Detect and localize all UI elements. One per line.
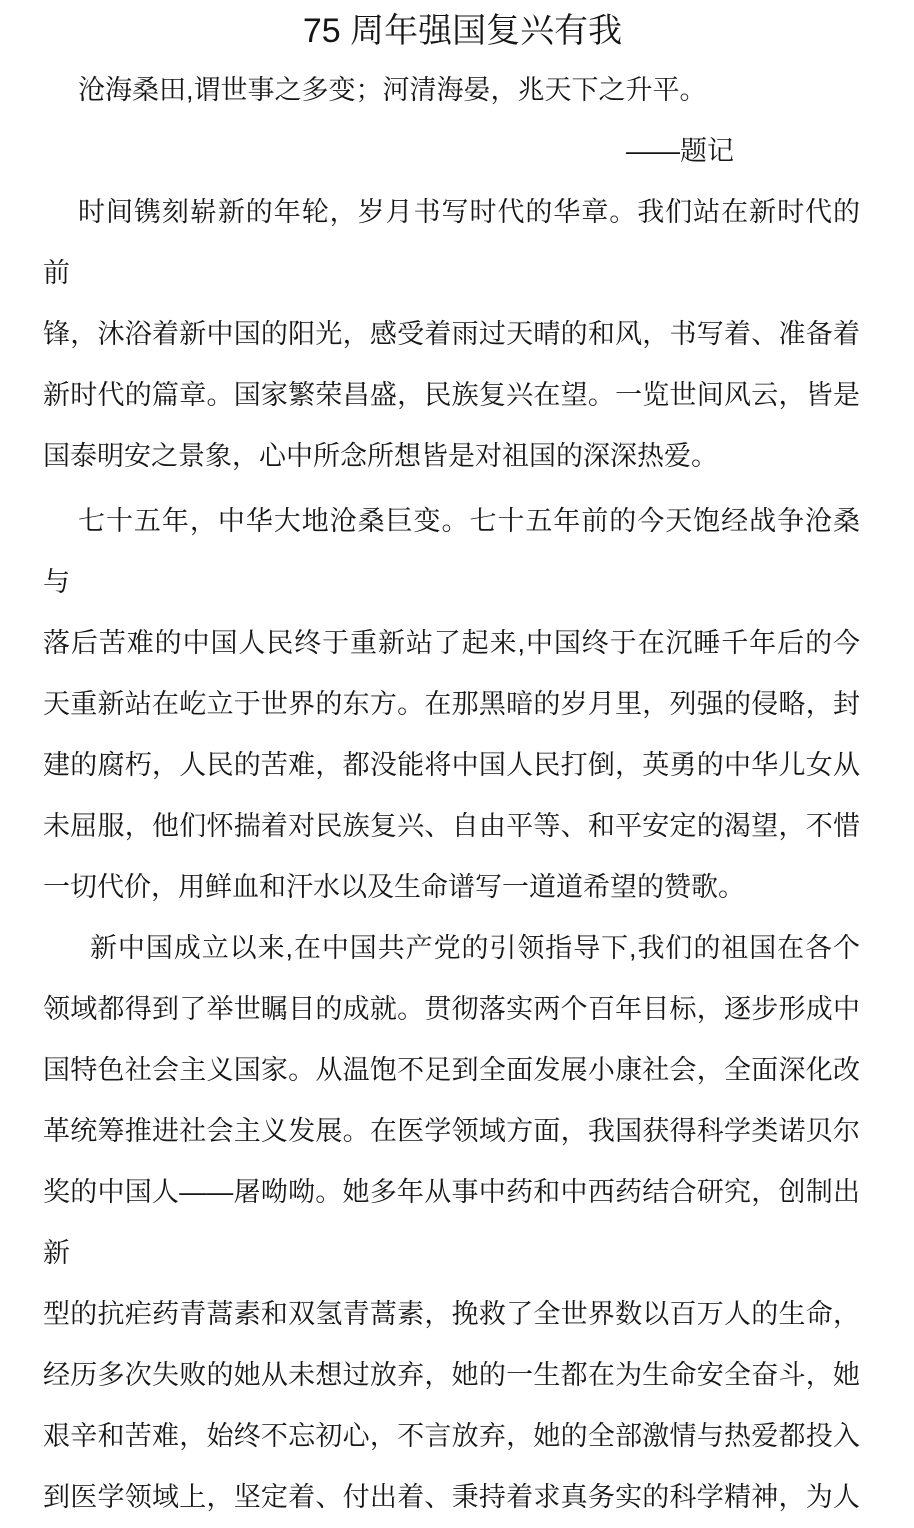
text-line: 未屈服，他们怀揣着对民族复兴、自由平等、和平安定的渴望，不惜 <box>43 811 860 841</box>
paragraph-3 <box>43 918 860 1528</box>
paragraph-2 <box>43 491 860 918</box>
text-line: 国泰明安之景象，心中所念所想皆是对祖国的深深热爱。 <box>43 441 718 471</box>
text-line: 艰辛和苦难，始终不忘初心，不言放弃，她的全部激情与热爱都投入 <box>43 1421 860 1451</box>
text-line: 型的抗疟药青蒿素和双氢青蒿素，挽救了全世界数以百万人的生命， <box>43 1299 860 1329</box>
text-line: 经历多次失败的她从未想过放弃，她的一生都在为生命安全奋斗，她 <box>43 1360 860 1390</box>
text-line: 落后苦难的中国人民终于重新站了起来,中国终于在沉睡千年后的今 <box>43 628 860 658</box>
text-line: 锋，沐浴着新中国的阳光，感受着雨过天晴的和风，书写着、准备着 <box>43 319 860 349</box>
text-line: 时间镌刻崭新的年轮，岁月书写时代的华章。我们站在新时代的前 <box>43 197 860 288</box>
text-line: 新时代的篇章。国家繁荣昌盛，民族复兴在望。一览世间风云，皆是 <box>43 380 860 410</box>
paragraph-1 <box>43 182 860 487</box>
text-line: 天重新站在屹立于世界的东方。在那黑暗的岁月里，列强的侵略，封 <box>43 689 860 719</box>
text-line: 建的腐朽，人民的苦难，都没能将中国人民打倒，英勇的中华儿女从 <box>43 750 860 780</box>
text-line: 国特色社会主义国家。从温饱不足到全面发展小康社会，全面深化改 <box>43 1055 860 1085</box>
text-line: 领域都得到了举世瞩目的成就。贯彻落实两个百年目标，逐步形成中 <box>43 994 860 1024</box>
text-line: 一切代价，用鲜血和汗水以及生命谱写一道道希望的赞歌。 <box>43 872 745 902</box>
text-line: 革统筹推进社会主义发展。在医学领域方面，我国获得科学类诺贝尔 <box>43 1116 860 1146</box>
text-line: 七十五年，中华大地沧桑巨变。七十五年前的今天饱经战争沧桑与 <box>43 506 860 597</box>
document-title: 75 周年强国复兴有我 <box>302 12 623 50</box>
text-line: 新中国成立以来,在中国共产党的引领指导下,我们的祖国在各个 <box>90 933 860 963</box>
text-line: 奖的中国人——屠呦呦。她多年从事中药和中西药结合研究，创制出新 <box>43 1177 860 1268</box>
epigraph-text: 沧海桑田,谓世事之多变；河清海晏，兆天下之升平。 <box>78 75 707 105</box>
epigraph-attribution: ——题记 <box>626 136 734 166</box>
text-line: 到医学领域上，坚定着、付出着、秉持着求真务实的科学精神，为人 <box>43 1482 860 1512</box>
